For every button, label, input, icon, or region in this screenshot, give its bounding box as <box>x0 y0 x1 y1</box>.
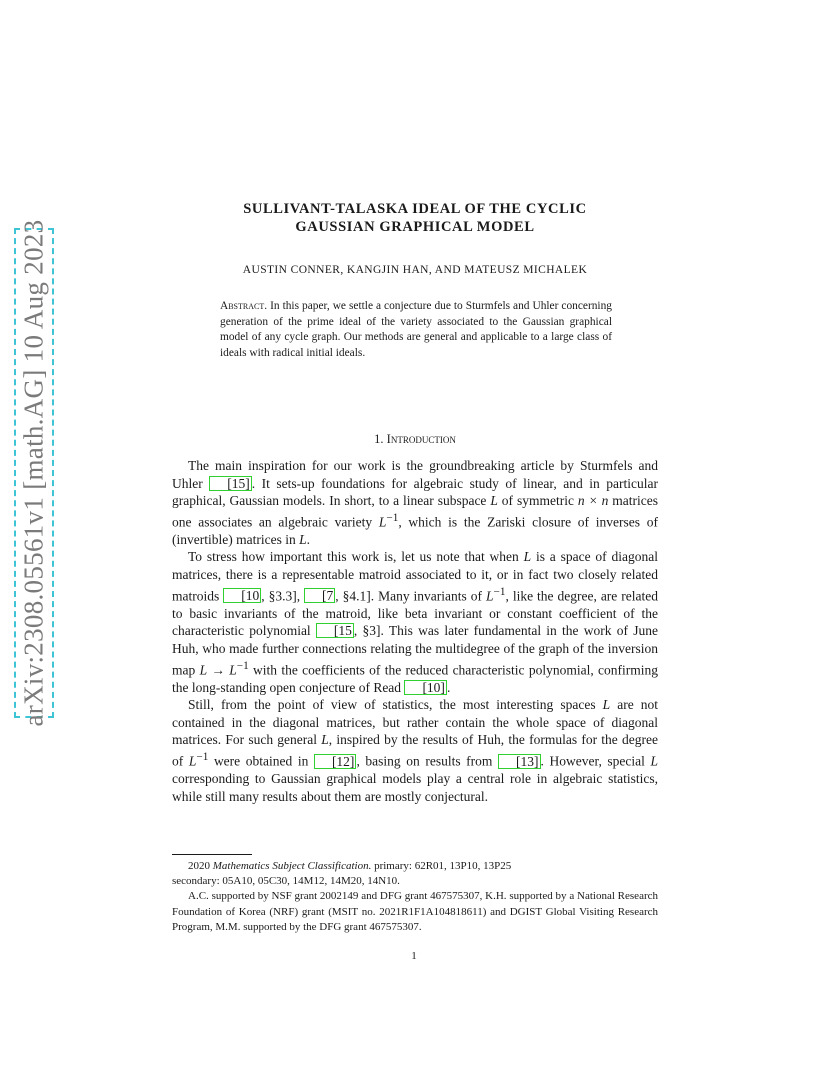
msc-classification <box>172 859 658 874</box>
math-symbol: L <box>490 493 498 509</box>
text-run: were obtained in <box>208 753 314 769</box>
math-symbol: L <box>602 697 611 713</box>
paragraph-2 <box>172 548 658 696</box>
paragraph-3 <box>172 696 658 805</box>
text-run: . Many invariants of <box>370 588 486 604</box>
math-symbol: L <box>229 662 237 678</box>
text-run: . <box>446 679 451 695</box>
section-heading <box>172 432 658 447</box>
footnote-rule <box>172 854 252 855</box>
text-run: . It sets-up foundations for algebraic study of linear, and in particular graphical, Gaussian models. In short, to a linear subspace <box>172 475 659 509</box>
msc-secondary: secondary: 05A10, 05C30, 14M12, 14M20, 14N10. <box>172 875 400 888</box>
text-run: Still, from the point of view of statistics, the most interesting spaces <box>188 697 603 713</box>
msc-label: Mathematics Subject Classification. <box>212 860 372 872</box>
math-symbol: L <box>485 588 494 604</box>
text-run: are not contained in the diagonal matrices, but rather contain the whole space of diagonal matrices. For such general <box>172 697 659 748</box>
math-superscript: −1 <box>493 585 506 598</box>
text-run: , <box>296 588 305 604</box>
text-run: , which is the Zariski closure of inverses of (invertible) matrices in <box>172 514 658 547</box>
math-symbol: L <box>321 732 329 748</box>
page-number: 1 <box>411 950 417 962</box>
math-symbol: L <box>199 662 208 678</box>
text-run: The main inspiration for our work is the groundbreaking article by Sturmfels and Uhler <box>172 458 658 491</box>
text-run: , §3.3] <box>261 588 297 604</box>
section-number: 1. <box>374 432 384 446</box>
math-symbol: L <box>299 531 307 547</box>
text-run: . <box>306 531 310 547</box>
abstract-text: In this paper, we settle a conjecture due to Sturmfels and Uhler concerning generation of the prime ideal of the variety associated to the Gaussian graphical model of any cycle graph. Our methods are general and applicable to a large class of ideals with radical initial ideals. <box>220 300 612 359</box>
body-text <box>172 457 658 805</box>
math-symbol: L <box>523 549 532 565</box>
text-run: . However, special <box>540 753 651 769</box>
funding-note: A.C. supported by NSF grant 2002149 and DFG grant 467575307, K.H. supported by a National Research Foundation of Korea (NRF) grant (MSIT no. 2021R1F1A104818611) and DGIST Global Visiting Research Program, M.M. supported by the DFG grant 467575307. <box>172 890 658 933</box>
text-run: of symmetric <box>497 493 578 509</box>
math-symbol: n × n <box>577 493 609 509</box>
math-superscript: −1 <box>196 751 209 763</box>
title-line-1: SULLIVANT-TALASKA IDEAL OF THE CYCLIC <box>243 201 587 217</box>
citation-link[interactable]: [7 <box>304 588 335 603</box>
text-run: , §4.1] <box>335 588 371 604</box>
citation-link[interactable]: [10 <box>223 588 261 603</box>
author-list: AUSTIN CONNER, KANGJIN HAN, AND MATEUSZ MICHALEK <box>242 264 588 276</box>
msc-year: 2020 <box>188 860 213 872</box>
section-title: Introduction <box>386 432 456 446</box>
citation-link[interactable]: [15 <box>316 623 354 638</box>
math-symbol: L <box>188 753 197 769</box>
footnotes <box>172 859 658 935</box>
abstract <box>220 299 612 361</box>
paper-title <box>170 200 660 236</box>
math-symbol: L <box>378 514 387 530</box>
arxiv-identifier[interactable]: arXiv:2308.05561v1 [math.AG] 10 Aug 2023 <box>18 219 49 727</box>
text-run: To stress how important this work is, let us note that when <box>188 549 524 565</box>
text-run: , like the degree, are related to basic invariants of the matroid, like beta invariant or constant coefficient of the characteristic polynomial <box>172 588 658 639</box>
text-run: matrices one associates an algebraic variety <box>172 493 659 530</box>
text-run: with the coefficients of the reduced characteristic polynomial, confirming the long-standing open conjecture of Read <box>172 662 658 695</box>
text-run: , basing on results from <box>356 753 499 769</box>
math-arrow: → <box>207 662 230 678</box>
paragraph-1 <box>172 457 658 548</box>
math-symbol: L <box>650 753 658 769</box>
math-superscript: −1 <box>386 511 399 524</box>
text-run: , inspired by the results of Huh, the formulas for the degree of <box>172 732 658 769</box>
text-run: is a space of diagonal matrices, there is a representable matroid associated to it, or in fact two closely related matroids <box>172 549 658 604</box>
msc-primary: primary: 62R01, 13P10, 13P25 <box>371 860 512 872</box>
text-run: , §3] <box>353 623 381 639</box>
arxiv-stamp[interactable] <box>14 219 54 727</box>
math-superscript: −1 <box>236 659 249 672</box>
citation-link[interactable]: [12] <box>314 754 357 769</box>
text-run: corresponding to Gaussian graphical models play a central role in algebraic statistics, while still many results about them are mostly conjectural. <box>172 771 658 804</box>
text-run: . This was later fundamental in the work of June Huh, who made further connections relating the multidegree of the graph of the inversion map <box>172 623 658 678</box>
citation-link[interactable]: [13] <box>498 754 541 769</box>
abstract-label: Abstract. <box>220 300 268 312</box>
citation-link[interactable]: [10] <box>404 680 447 695</box>
citation-link[interactable]: [15] <box>209 476 252 491</box>
title-line-2: GAUSSIAN GRAPHICAL MODEL <box>295 219 535 235</box>
